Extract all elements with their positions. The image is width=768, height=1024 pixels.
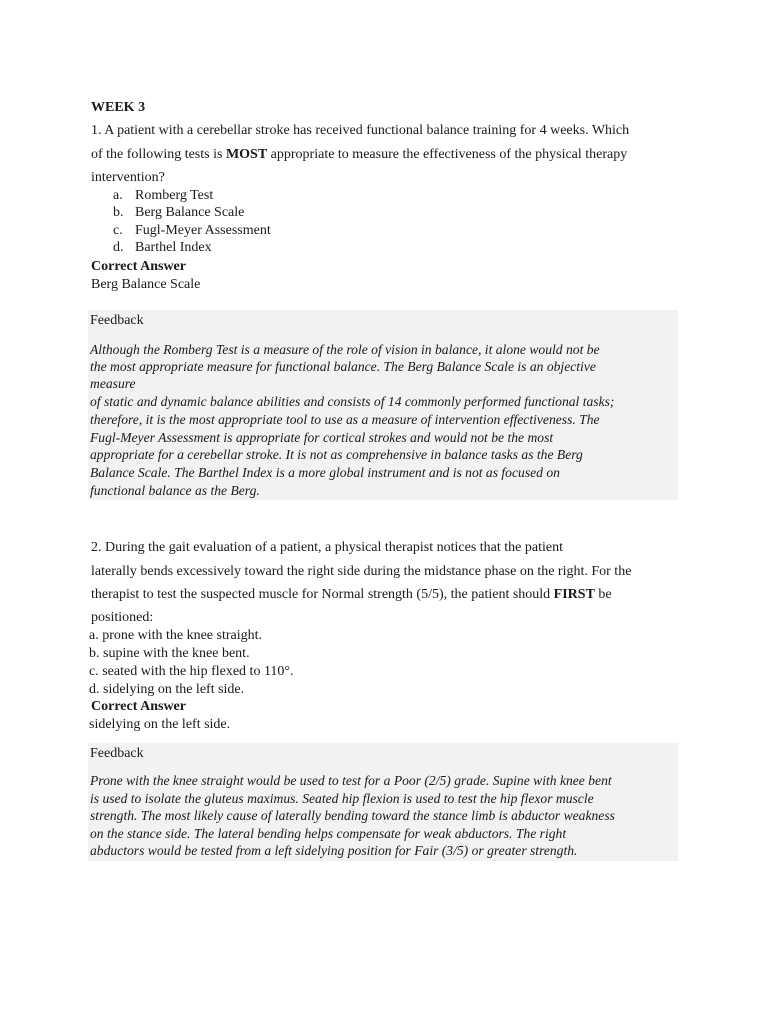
q1-stem-text: intervention?	[91, 170, 165, 185]
q1-feedback-line: appropriate for a cerebellar stroke. It is not as comprehensive in balance tasks as the Berg	[90, 447, 583, 462]
q1-stem-line	[91, 169, 165, 187]
q2-emphasis: FIRST	[553, 587, 595, 602]
q1-feedback-line: of static and dynamic balance abilities and consists of 14 commonly performed functional tasks;	[90, 394, 615, 409]
q2-correct-label: Correct Answer	[91, 699, 186, 714]
q2-feedback-line: is used to isolate the gluteus maximus. Seated hip flexion is used to test the hip flexor muscle	[90, 791, 594, 806]
q2-feedback-line: on the stance side. The lateral bending helps compensate for weak abductors. The right	[90, 826, 567, 841]
option-text: Romberg Test	[135, 188, 214, 203]
q1-correct-label: Correct Answer	[91, 259, 186, 274]
q2-stem-text: laterally bends excessively toward the right side during the midstance phase on the right. For the	[91, 564, 632, 579]
q2-option: d. sidelying on the left side.	[89, 682, 245, 697]
q2-feedback-line: abductors would be tested from a left sidelying position for Fair (3/5) or greater strength.	[90, 843, 578, 858]
week-heading: WEEK 3	[91, 100, 146, 115]
q2-feedback-line: Prone with the knee straight would be used to test for a Poor (2/5) grade. Supine with knee bent	[90, 773, 612, 788]
q2-stem-text: therapist to test the suspected muscle for Normal strength (5/5), the patient should	[91, 587, 554, 602]
q2-feedback-box	[88, 743, 678, 861]
q1-feedback-line: Balance Scale. The Barthel Index is a more global instrument and is not as focused on	[90, 465, 560, 480]
q2-stem-line	[91, 539, 563, 557]
q1-option	[113, 204, 244, 222]
q1-feedback-line: measure	[90, 376, 136, 391]
q2-stem-line	[91, 609, 153, 627]
q1-feedback-line: therefore, it is the most appropriate tool to use as a measure of intervention effectiveness. The	[90, 412, 600, 427]
q1-feedback-box	[88, 310, 678, 500]
option-text: Barthel Index	[135, 240, 212, 255]
q1-emphasis: MOST	[225, 147, 268, 162]
q1-stem-line	[91, 122, 629, 140]
q2-stem-text: 2. During the gait evaluation of a patient, a physical therapist notices that the patient	[91, 540, 563, 555]
q1-stem-text: of the following tests is	[91, 147, 226, 162]
q2-option: c. seated with the hip flexed to 110°.	[89, 664, 294, 679]
q1-option	[113, 222, 271, 240]
q2-feedback-label: Feedback	[90, 746, 144, 761]
q2-option: a. prone with the knee straight.	[89, 628, 263, 643]
q1-correct-answer: Berg Balance Scale	[91, 277, 201, 292]
q1-option	[113, 239, 212, 257]
q1-feedback-line: the most appropriate measure for functional balance. The Berg Balance Scale is an objective	[90, 359, 596, 374]
option-letter: a.	[113, 188, 123, 203]
q1-feedback-line: functional balance as the Berg.	[90, 483, 260, 498]
q2-stem-text: positioned:	[91, 610, 154, 625]
q2-feedback-line: strength. The most likely cause of laterally bending toward the stance limb is abductor weakness	[90, 808, 615, 823]
q1-feedback-label: Feedback	[90, 313, 144, 328]
q2-stem-text: be	[594, 587, 612, 602]
option-text: Fugl-Meyer Assessment	[135, 223, 271, 238]
q1-stem-text: appropriate to measure the effectiveness of the physical therapy	[267, 147, 628, 162]
q2-correct-answer: sidelying on the left side.	[89, 717, 231, 732]
q1-stem-line	[91, 146, 627, 164]
option-letter: d.	[113, 240, 124, 255]
option-letter: c.	[113, 223, 123, 238]
q1-feedback-line: Although the Romberg Test is a measure of the role of vision in balance, it alone would not be	[90, 342, 600, 357]
q2-option: b. supine with the knee bent.	[89, 646, 250, 661]
q1-feedback-line: Fugl-Meyer Assessment is appropriate for cortical strokes and would not be the most	[90, 430, 554, 445]
q2-stem-line	[91, 586, 612, 604]
option-text: Berg Balance Scale	[135, 205, 245, 220]
q1-stem-text: 1. A patient with a cerebellar stroke has received functional balance training for 4 weeks. Which	[91, 123, 630, 138]
q1-option	[113, 187, 213, 205]
q2-stem-line	[91, 563, 631, 581]
option-letter: b.	[113, 205, 124, 220]
